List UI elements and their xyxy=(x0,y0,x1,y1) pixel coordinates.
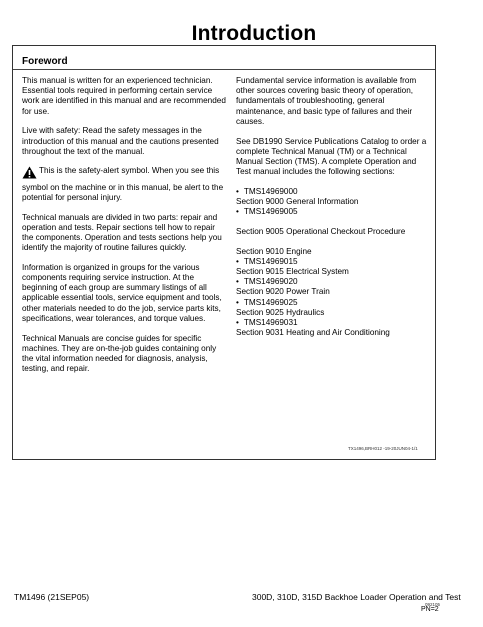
paragraph: Live with safety: Read the safety messages in the introduction of this manual and the cautions presented throughout the text of the manual. xyxy=(22,126,219,156)
paragraph: Section 9005 Operational Checkout Procedure xyxy=(236,226,406,236)
left-column xyxy=(22,76,227,384)
list-item: Section 9015 Electrical System xyxy=(236,267,349,277)
list-item: • TMS14969005 xyxy=(236,207,432,217)
paragraph: Fundamental service information is available from other sources covering basic theory of operation, fundamentals of troubleshooting, general maintenance, and basic type of failures and their causes. xyxy=(236,76,417,126)
paragraph: See DB1990 Service Publications Catalog to order a complete Technical Manual (TM) or a Technical Manual Section (TMS). A complete Operation and Test manual includes the following sections: xyxy=(236,136,427,177)
page-title: Introduction xyxy=(191,22,317,45)
footer-title: 300D, 310D, 315D Backhoe Loader Operation and Test xyxy=(252,592,461,602)
safety-alert-paragraph xyxy=(22,166,227,203)
paragraph: Information is organized in groups for the various components requiring service instruction. At the beginning of each group are summary listings of all applicable essential tools, service equipment and tools, other materials needed to do the job, service parts kits, specifications, wear tolerances, and torque values. xyxy=(22,262,222,323)
footer-manual-id: TM1496 (21SEP05) xyxy=(14,592,90,602)
list-item: • TMS14969015 xyxy=(236,257,432,267)
paragraph: Technical Manuals are concise guides for specific machines. They are on-the-job guides containing only the vital information needed for diagnosis, analysis, testing, and repair. xyxy=(22,333,217,374)
section-divider xyxy=(13,69,435,70)
safety-alert-text: This is the safety-alert symbol. When you see this symbol on the machine or in this manual, be alert to the potential for personal injury. xyxy=(22,166,224,202)
list-item: Section 9031 Heating and Air Conditioning xyxy=(236,328,390,338)
paragraph: This manual is written for an experienced technician. Essential tools required in performing certain service work are identified in this manual and are recommended for use. xyxy=(22,76,226,116)
list-item: Section 9025 Hydraulics xyxy=(236,307,325,317)
list-item: • TMS14969000 xyxy=(236,187,432,197)
right-column xyxy=(236,76,432,338)
paragraph: Technical manuals are divided in two parts: repair and operation and tests. Repair sections tell how to repair the components. Operation and tests sections help you identify the majority of routine failures quickly. xyxy=(22,212,222,253)
list-item: Section 9020 Power Train xyxy=(236,287,330,297)
footer-date: 092105 xyxy=(425,602,441,607)
list-item: Section 9000 General Information xyxy=(236,197,359,207)
list-item: • TMS14969025 xyxy=(236,298,432,308)
list-item: • TMS14969020 xyxy=(236,277,432,287)
reference-code: TX1496,BRH012 -19-20JUN04-1/1 xyxy=(348,446,418,451)
section-heading: Foreword xyxy=(22,56,68,67)
list-item: • TMS14969031 xyxy=(236,318,432,328)
section-list xyxy=(236,247,432,339)
list-item: Section 9010 Engine xyxy=(236,246,312,256)
safety-alert-triangle-icon xyxy=(22,166,37,182)
footer-page-number: PN=2 xyxy=(421,606,439,613)
